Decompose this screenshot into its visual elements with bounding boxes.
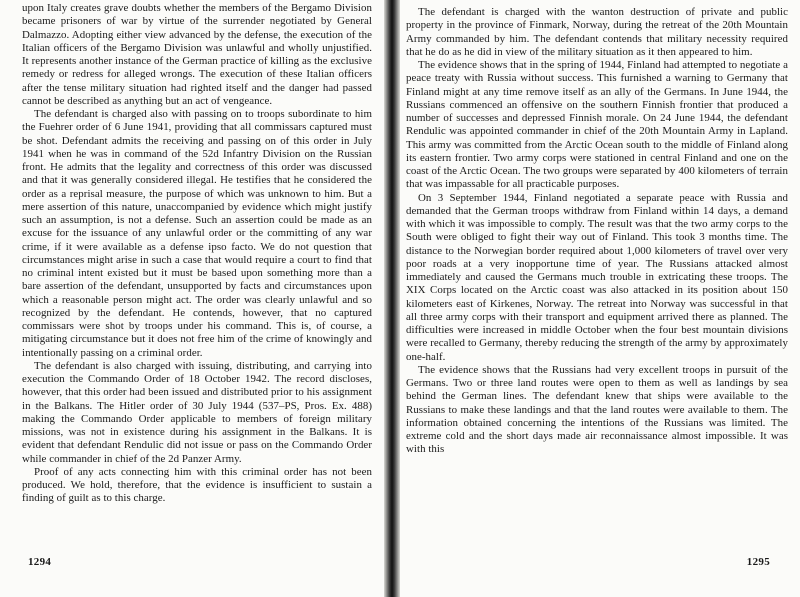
right-paragraph-2: The evidence shows that in the spring of 1944, Finland had attempted to negotiate a peace treaty with Russia without success. This furnished a warning to Germany that Finland might at any time remove itself as an ally of the Germans. In June 1944, the Russians commenced an offensive on the southern Finnish frontier that produced a number of successes and depressed Finnish morale. On 24 June 1944, the defendant Rendulic was appointed commander in chief of the 20th Mountain Army in Lapland. This army was committed from the Arctic Ocean south to the middle of Finland along its eastern frontier. Two army corps were stationed in central Finland and one on the coast of the Arctic Ocean. The two groups were separated by 400 kilometers of terrain that was impassable for all practicable purposes. [406,59,788,191]
left-page [0,0,386,597]
left-paragraph-2: The defendant is charged also with passing on to troops subordinate to him the Fuehrer order of 6 June 1941, providing that all commissars captured must be shot. Defendant admits the receiving and passing on of this order in July 1941 when he was in command of the 52d Infantry Division on the Russian front. He admits that the legality and correctness of this order was discussed and that it was generally considered illegal. He testifies that he considered the order as a reprisal measure, the purpose of which was unknown to him. But a mere assertion of this nature, unaccompanied by evidence which might justify such an assumption, is not a defense. Such an assertion could be made as an excuse for the issuance of any unlawful order or the committing of any war crime, if it were available as a defense ipso facto. We do not question that circumstances might arise in such a case that would require a court to find that no criminal intent existed but it must be based upon something more than a bare assertion of the defendant, unsupported by facts and circumstances upon which a reasonable person might act. The order was clearly unlawful and so recognized by the defendant. He contends, however, that no captured commissars were shot by troops under his command. This is, of course, a mitigating circumstance but it does not free him of the crime of knowingly and intentionally passing on a criminal order. [22,108,372,359]
left-paragraph-4: Proof of any acts connecting him with this criminal order has not been produced. We hold, therefore, that the evidence is insufficient to sustain a finding of guilt as to this charge. [22,465,372,505]
right-paragraph-1: The defendant is charged with the wanton destruction of private and public property in the province of Finmark, Norway, during the retreat of the 20th Mountain Army commanded by him. The defendant contends that military necessity required that he do as he did in view of the military situation as it then appeared to him. [406,6,788,58]
right-page [398,0,800,597]
right-paragraph-3: On 3 September 1944, Finland negotiated a separate peace with Russia and demanded that the German troops withdraw from Finland within 14 days, a demand with which it was impossible to comply. The result was that the two army corps to the South were obliged to fight their way out of Finland. This took 3 months time. The distance to the Norwegian border required about 1,000 kilometers of travel over very poor roads at a very inopportune time of year. The Russians attacked almost immediately and caused the Germans much trouble in extricating these troops. The XIX Corps located on the Arctic coast was also attacked in its position about 150 kilometers east of Kirkenes, Norway. The retreat into Norway was successful in that all three army corps with their transport and equipment arrived there as planned. The difficulties were increased in middle October when the four best mountain divisions were recalled to Germany, thereby reducing the strength of the army by approximately one-half. [406,191,788,363]
left-paragraph-1: upon Italy creates grave doubts whether the members of the Bergamo Division became prisoners of war by virtue of the surrender negotiated by General Dalmazzo. Adopting either view advanced by the defense, the execution of the Italian officers of the Bergamo Division was unlawful and wholly unjustified. It represents another instance of the German practice of killing as the exclusive remedy or redress for alleged wrongs. The execution of these Italian officers after the tense military situation had righted itself and the danger had passed cannot be described as anything but an act of vengeance. [22,2,372,107]
right-paragraph-4: The evidence shows that the Russians had very excellent troops in pursuit of the Germans. Two or three land routes were open to them as well as landings by sea behind the German lines. The defendant knew that ships were available to the Russians to make these landings and that the land routes were available to them. The information obtained concerning the intentions of the Russians was limited. The extreme cold and the short days made air reconnaissance almost impossible. It was with this [406,363,788,456]
left-page-number: 1294 [28,556,52,568]
left-paragraph-3: The defendant is also charged with issuing, distributing, and carrying into execution the Commando Order of 18 October 1942. The record discloses, however, that this order had been issued and distributed prior to his assignment in the Balkans. The Hitler order of 30 July 1944 (537–PS, Pros. Ex. 488) making the Commando Order applicable to members of foreign military missions, was not in existence during his assignment in the Balkans. It is evident that defendant Rendulic did not issue or pass on the Commando Order while commander in chief of the 2d Panzer Army. [22,359,372,465]
right-page-number: 1295 [746,556,770,568]
